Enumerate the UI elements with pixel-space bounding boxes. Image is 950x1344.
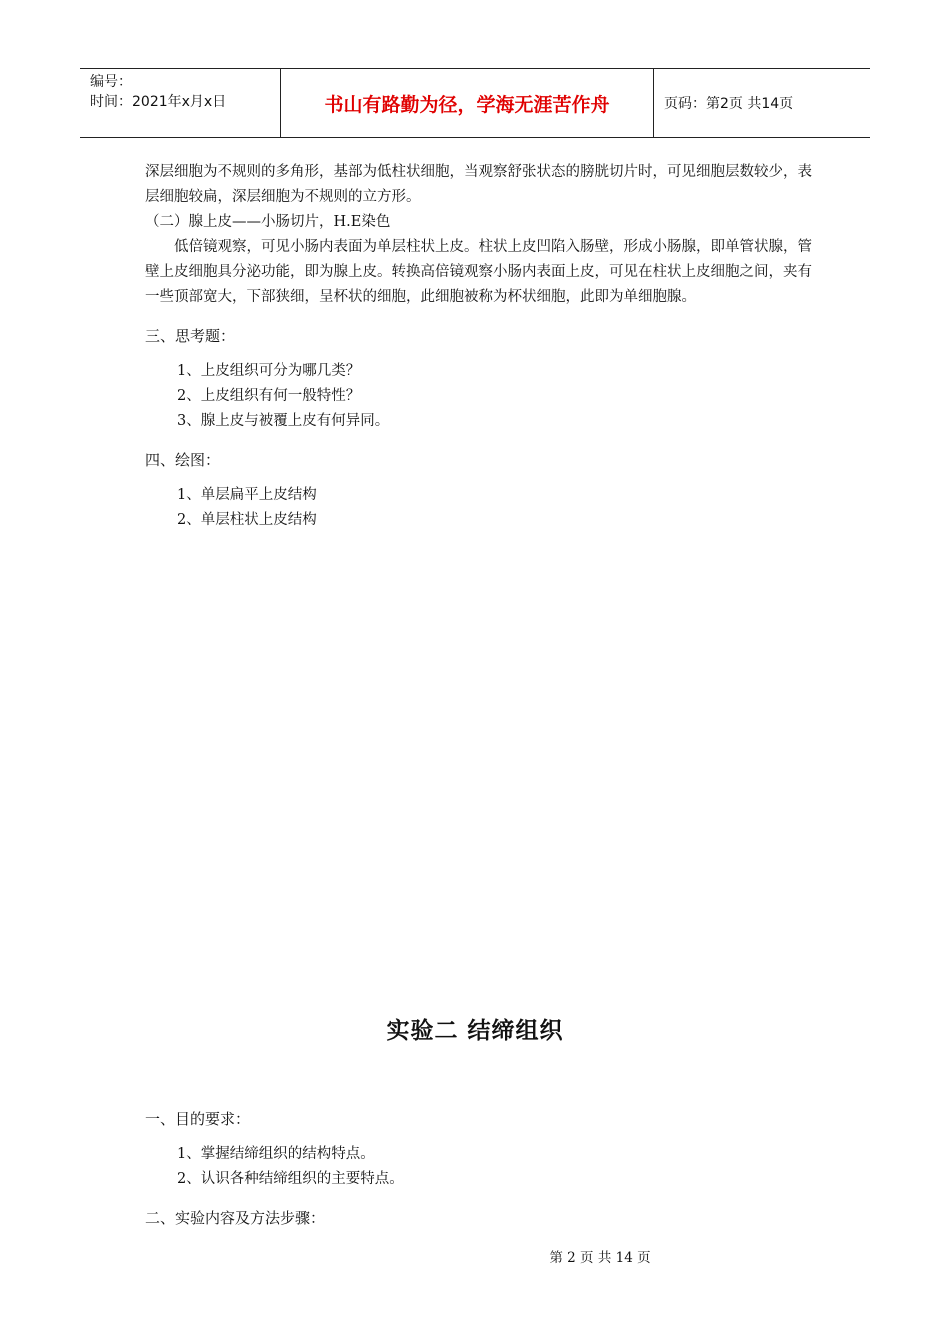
paragraph: 深层细胞为不规则的多角形，基部为低柱状细胞，当观察舒张状态的膀胱切片时，可见细胞层数较少，表层细胞较扁，深层细胞为不规则的立方形。 (145, 164, 812, 205)
list-item: 2、上皮组织有何一般特性？ (177, 388, 361, 404)
section-heading-3: 三、思考题： (145, 327, 236, 345)
list-item: 3、腺上皮与被覆上皮有何异同。 (177, 413, 390, 429)
section-heading-2: 二、实验内容及方法步骤： (145, 1209, 326, 1227)
header-page-info: 页码：第2页 共14页 (664, 96, 794, 112)
experiment-content (145, 1093, 815, 1241)
subheading: （二）腺上皮——小肠切片，H.E染色 (145, 214, 391, 230)
list-item: 1、掌握结缔组织的结构特点。 (177, 1146, 375, 1162)
section-heading-4: 四、绘图： (145, 451, 221, 469)
page-header (80, 68, 870, 138)
list-item: 1、单层扁平上皮结构 (177, 487, 317, 503)
list-item: 2、单层柱状上皮结构 (177, 512, 317, 528)
experiment-title: 实验二 结缔组织 (386, 1017, 564, 1044)
page-footer: 第 2 页 共 14 页 (549, 1250, 651, 1266)
section-heading-1: 一、目的要求： (145, 1110, 251, 1128)
list-item: 1、上皮组织可分为哪几类？ (177, 363, 361, 379)
list-item: 2、认识各种结缔组织的主要特点。 (177, 1171, 404, 1187)
header-meta (80, 69, 281, 137)
paragraph: 低倍镜观察，可见小肠内表面为单层柱状上皮。柱状上皮凹陷入肠壁，形成小肠腺，即单管状腺，管壁上皮细胞具分泌功能，即为腺上皮。转换高倍镜观察小肠内表面上皮，可见在柱状上皮细胞之间，夹有一些顶部宽大，下部狭细，呈杯状的细胞，此细胞被称为杯状细胞，此即为单细胞腺。 (145, 239, 812, 305)
header-motto: 书山有路勤为径，学海无涯苦作舟 (281, 69, 654, 137)
code-label: 编号： (90, 74, 132, 90)
main-content (145, 160, 815, 533)
time-label: 时间：2021年x月x日 (90, 94, 227, 110)
